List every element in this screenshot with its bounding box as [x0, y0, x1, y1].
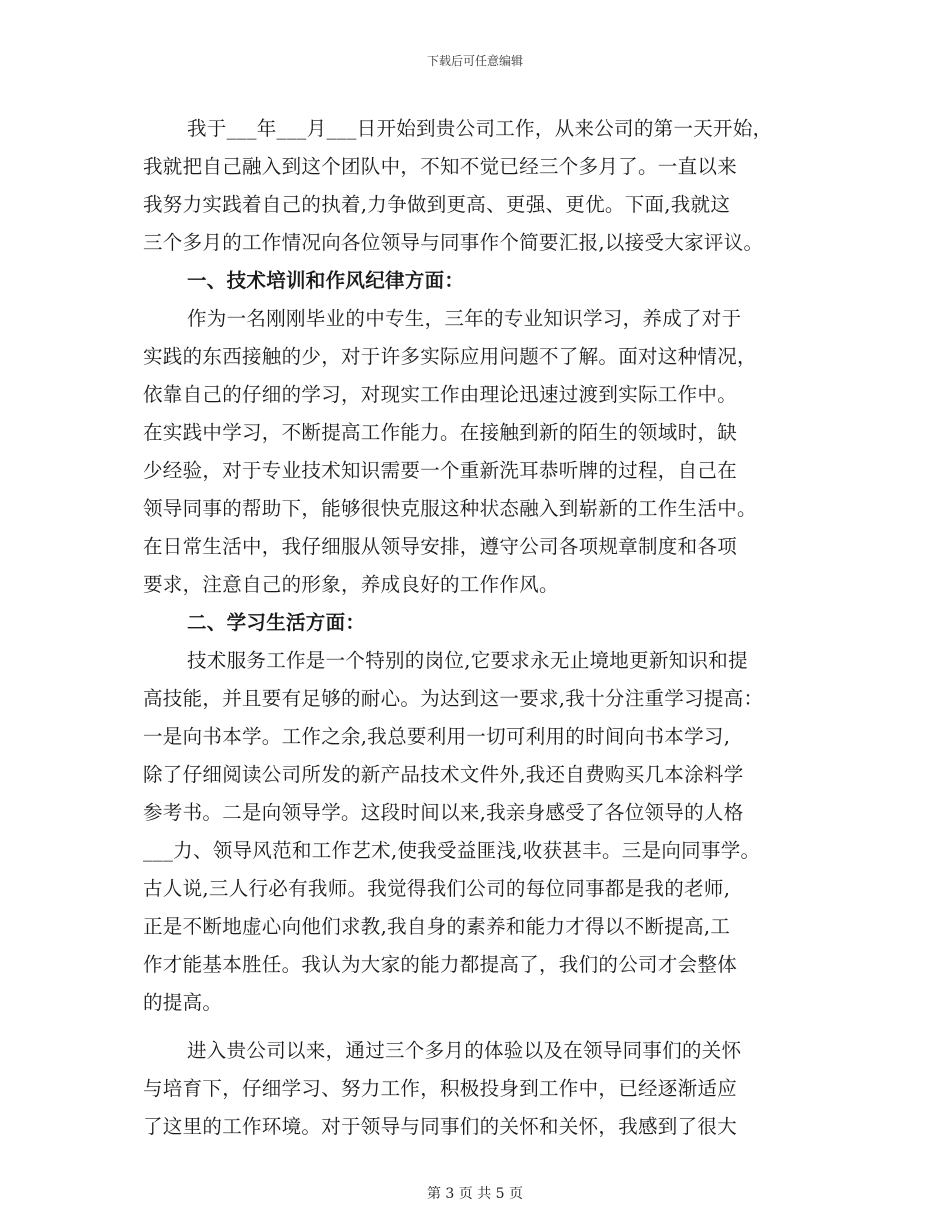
paragraph-line: 我努力实践着自己的执着,力争做到更高、更强、更优。下面,我就这	[143, 193, 731, 216]
paragraph-line: 在实践中学习，不断提高工作能力。在接触到新的陌生的领域时，缺	[143, 421, 738, 444]
paragraph-line: 少经验，对于专业技术知识需要一个重新洗耳恭听牌的过程，自己在	[143, 459, 738, 482]
paragraph-line: 实践的东西接触的少，对于许多实际应用问题不了解。面对这种情况，	[143, 345, 757, 368]
page-number: 第 3 页 共 5 页	[426, 1186, 524, 1202]
section-heading: 一、技术培训和作风纪律方面：	[187, 269, 465, 292]
paragraph-line: 作才能基本胜任。我认为大家的能力都提高了，我们的公司才会整体	[143, 953, 738, 976]
paragraph-line: 参考书。二是向领导学。这段时间以来,我亲身感受了各位领导的人格	[143, 801, 744, 824]
paragraph-line: 除了仔细阅读公司所发的新产品技术文件外,我还自费购买几本涂料学	[143, 763, 744, 786]
page-header: 下载后可任意编辑	[426, 54, 523, 68]
paragraph-line: 一是向书本学。工作之余,我总要利用一切可利用的时间向书本学习,	[143, 725, 731, 748]
paragraph-line: 在日常生活中，我仔细服从领导安排，遵守公司各项规章制度和各项	[143, 535, 738, 558]
paragraph-line: 进入贵公司以来，通过三个多月的体验以及在领导同事们的关怀	[187, 1039, 742, 1062]
paragraph-gap	[143, 1022, 823, 1032]
paragraph-line: 作为一名刚刚毕业的中专生，三年的专业知识学习，养成了对于	[187, 307, 742, 330]
paragraph-line: 与培育下，仔细学习、努力工作，积极投身到工作中，已经逐渐适应	[143, 1077, 738, 1100]
paragraph-line: 三个多月的工作情况向各位领导与同事作个简要汇报,以接受大家评议。	[143, 231, 764, 254]
paragraph-line: ___力、领导风范和工作艺术,使我受益匪浅,收获甚丰。三是向同事学。	[143, 839, 761, 862]
paragraph-line: 的提高。	[143, 991, 223, 1014]
section-heading: 二、学习生活方面：	[187, 611, 366, 634]
paragraph-line: 依靠自己的仔细的学习，对现实工作由理论迅速过渡到实际工作中。	[143, 383, 738, 406]
paragraph-line: 了这里的工作环境。对于领导与同事们的关怀和关怀，我感到了很大	[143, 1115, 738, 1138]
document-body	[143, 110, 823, 1146]
paragraph-line: 高技能，并且要有足够的耐心。为达到这一要求,我十分注重学习提高：	[143, 687, 764, 710]
paragraph-line: 领导同事的帮助下，能够很快克服这种状态融入到崭新的工作生活中。	[143, 497, 757, 520]
paragraph-line: 我就把自己融入到这个团队中，不知不觉已经三个多月了。一直以来	[143, 155, 738, 178]
paragraph-line: 古人说,三人行必有我师。我觉得我们公司的每位同事都是我的老师,	[143, 877, 731, 900]
paragraph-line: 正是不断地虚心向他们求教,我自身的素养和能力才得以不断提高,工	[143, 915, 731, 938]
paragraph-line: 技术服务工作是一个特别的岗位,它要求永无止境地更新知识和提	[187, 649, 748, 672]
paragraph-line: 要求，注意自己的形象，养成良好的工作作风。	[143, 573, 559, 596]
paragraph-line: 我于___年___月___日开始到贵公司工作，从来公司的第一天开始，	[187, 117, 773, 140]
